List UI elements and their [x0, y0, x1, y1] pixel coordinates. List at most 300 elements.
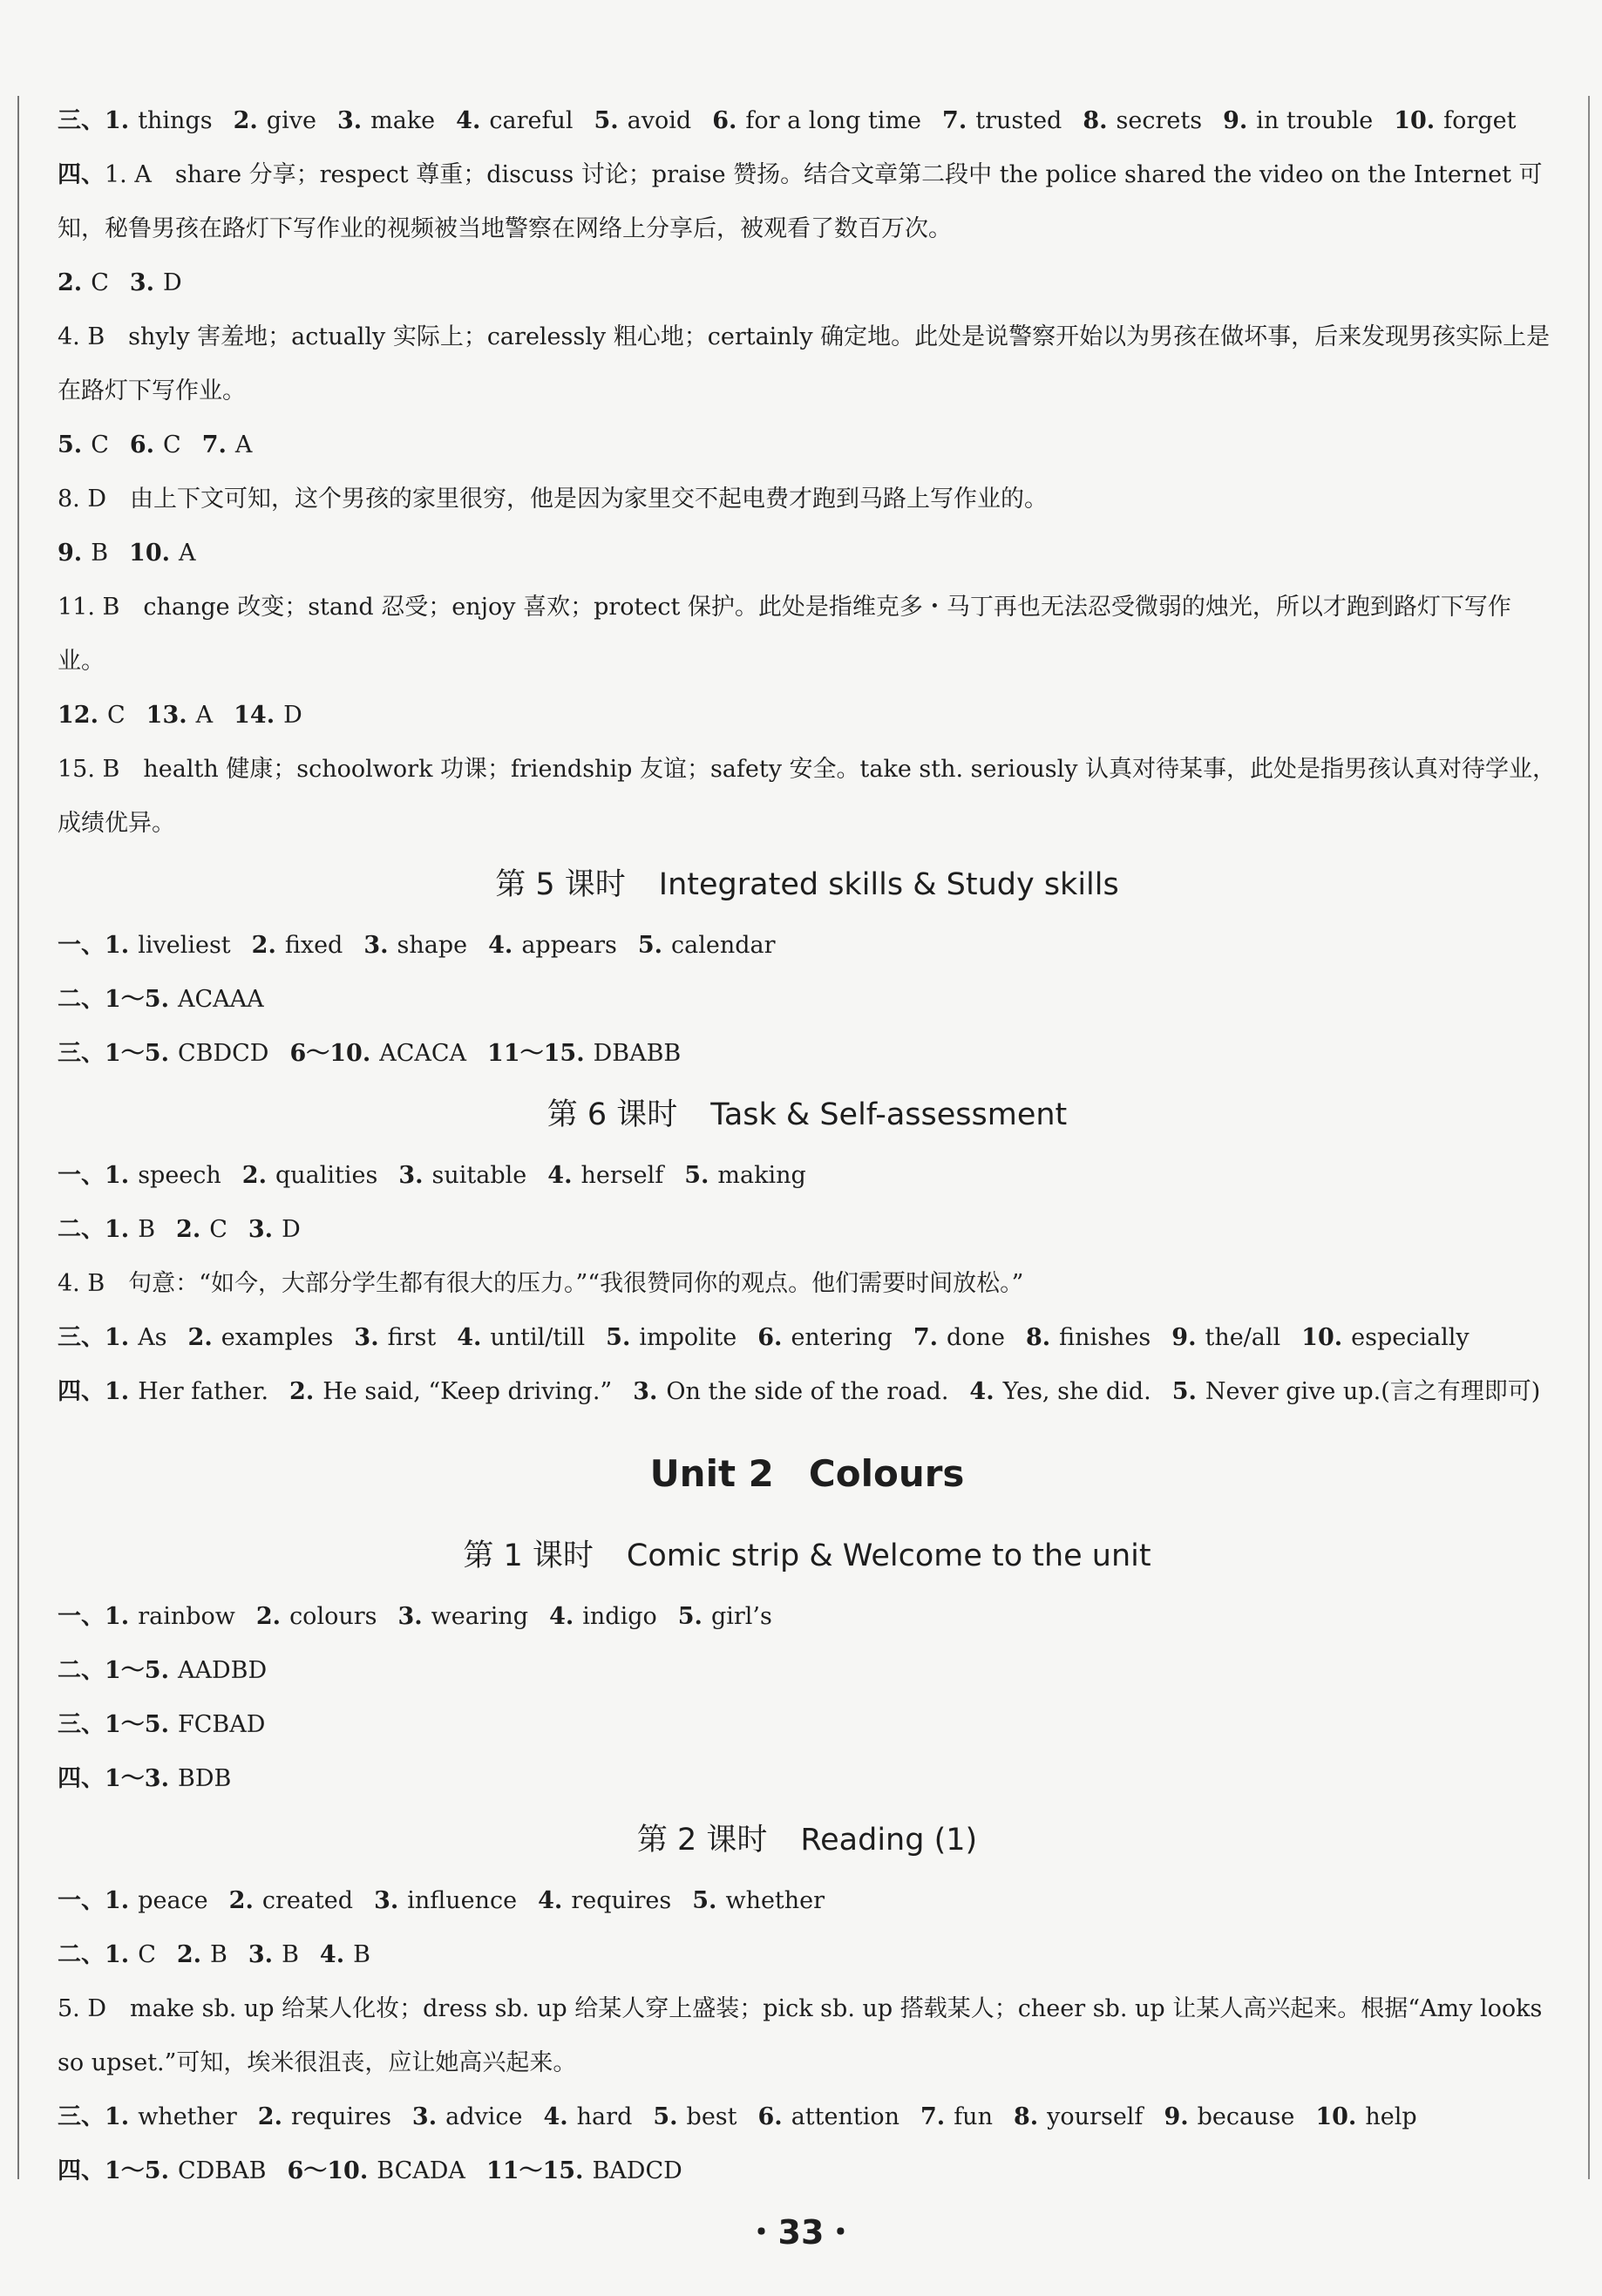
- question-number: 9.: [58, 540, 83, 567]
- answer-text: C: [106, 702, 126, 729]
- answer-item: [105, 1928, 156, 1982]
- answer-text: hard: [576, 2103, 633, 2130]
- question-number: 4.: [543, 2103, 568, 2130]
- answer-line: [58, 1644, 1557, 1698]
- section-marker: 四、: [58, 1378, 105, 1405]
- answer-item: [1026, 1311, 1151, 1365]
- answer-line: [58, 743, 1557, 851]
- answer-item: [1172, 1365, 1541, 1419]
- explanation-text: 4. B shyly 害羞地；actually 实际上；carelessly 粗心地；certainly 确定地。此处是说警察开始以为男孩在做坏事，后来发现男孩实际上是在路灯下写作业。: [58, 323, 1551, 404]
- answer-text: BCADA: [377, 2157, 465, 2184]
- question-number: 5.: [684, 1162, 709, 1189]
- answer-item: [1315, 2090, 1416, 2144]
- answer-text: AADBD: [177, 1657, 268, 1684]
- explanation-text: 11. B change 改变；stand 忍受；enjoy 喜欢；protect 保护。此处是指维克多・马丁再也无法忍受微弱的烛光，所以才跑到路灯下写作业。: [58, 594, 1511, 675]
- question-number: 2.: [187, 1324, 213, 1351]
- explanation-text: 1. A share 分享；respect 尊重；discuss 讨论；praise 赞扬。结合文章第二段中 the police shared the video on the Internet 可知，秘鲁男孩在路灯下写作业的视频被当地警察在网络上分享后，被观看了数百万次。: [58, 161, 1543, 242]
- answer-item: [58, 689, 126, 743]
- answer-text: until/till: [490, 1324, 586, 1351]
- question-number: 7.: [920, 2103, 946, 2130]
- answer-text: impolite: [639, 1324, 737, 1351]
- answer-item: [234, 94, 316, 148]
- question-number: 2.: [228, 1887, 254, 1914]
- section-marker: 三、: [58, 2103, 105, 2130]
- answer-item: [252, 919, 343, 973]
- question-number: 2.: [58, 269, 83, 296]
- answer-text: in trouble: [1256, 107, 1374, 134]
- answer-item: [1171, 1311, 1280, 1365]
- answer-text: B: [282, 1941, 299, 1968]
- answer-item: [488, 919, 617, 973]
- answer-line: [58, 973, 1557, 1027]
- answer-item: [105, 1590, 235, 1644]
- lesson-number: 第 1 课时: [463, 1539, 594, 1573]
- answer-item: [105, 2090, 237, 2144]
- answer-item: [105, 1365, 268, 1419]
- lesson-heading-2: [58, 1806, 1557, 1874]
- answer-item: [913, 1311, 1005, 1365]
- explanation-text: 8. D 由上下文可知，这个男孩的家里很穷，他是因为家里交不起电费才跑到马路上写作业的。: [58, 486, 1048, 513]
- answer-text: A: [179, 540, 196, 567]
- question-number: 1.: [105, 1378, 130, 1405]
- answer-line: [58, 148, 1557, 256]
- question-number: 1.: [105, 1941, 130, 1968]
- question-number: 5.: [692, 1887, 717, 1914]
- question-number: 6～10.: [289, 1040, 371, 1067]
- question-number: 3.: [374, 1887, 399, 1914]
- question-number: 2.: [176, 1216, 201, 1243]
- question-number: 14.: [234, 702, 275, 729]
- answer-text: make: [370, 107, 436, 134]
- question-number: 3.: [397, 1603, 423, 1630]
- question-number: 5.: [653, 2103, 678, 2130]
- answer-item: [354, 1311, 436, 1365]
- question-number: 4.: [456, 107, 481, 134]
- question-number: 10.: [1394, 107, 1436, 134]
- answer-item: [188, 1311, 334, 1365]
- answer-text: secrets: [1116, 107, 1203, 134]
- section-marker: 二、: [58, 986, 105, 1013]
- answer-item: [58, 256, 109, 310]
- question-number: 5.: [677, 1603, 703, 1630]
- question-number: 7.: [942, 107, 967, 134]
- answer-item: [58, 526, 108, 581]
- answer-line: [58, 1982, 1557, 2090]
- answer-item: [105, 1874, 208, 1928]
- answer-item: [486, 2144, 682, 2198]
- question-number: 8.: [1025, 1324, 1051, 1351]
- answer-text: appears: [521, 932, 617, 959]
- answer-text: wearing: [431, 1603, 529, 1630]
- question-number: 6.: [757, 1324, 783, 1351]
- answer-item: [258, 2090, 391, 2144]
- answer-item: [692, 1874, 825, 1928]
- answer-text: because: [1197, 2103, 1295, 2130]
- question-number: 13.: [146, 702, 187, 729]
- section-marker: 三、: [58, 1040, 105, 1067]
- right-margin-rule: [1588, 96, 1590, 2179]
- section-marker: 三、: [58, 1711, 105, 1738]
- lesson-heading-5: [58, 851, 1557, 919]
- answer-text: ACAAA: [177, 986, 264, 1013]
- answer-text: making: [717, 1162, 806, 1189]
- explanation-text: 5. D make sb. up 给某人化妆；dress sb. up 给某人穿上盛装；pick sb. up 搭载某人；cheer sb. up 让某人高兴起来。根据“Amy looks so upset.”可知，埃米很沮丧，应让她高兴起来。: [58, 1995, 1543, 2076]
- answer-item: [105, 1149, 221, 1203]
- answer-line: [58, 919, 1557, 973]
- lesson-title: Reading (1): [800, 1823, 978, 1858]
- question-number: 8.: [1013, 2103, 1039, 2130]
- answer-text: requires: [571, 1887, 672, 1914]
- answer-text: fixed: [284, 932, 343, 959]
- answer-text: B: [210, 1941, 227, 1968]
- answer-line: [58, 94, 1557, 148]
- answer-item: [1301, 1311, 1469, 1365]
- question-number: 3.: [336, 107, 363, 134]
- answer-text: A: [234, 431, 253, 459]
- answer-item: [538, 1874, 671, 1928]
- question-number: 1～3.: [105, 1765, 169, 1792]
- answer-line: [58, 581, 1557, 689]
- question-number: 2.: [241, 1162, 267, 1189]
- answer-text: DBABB: [593, 1040, 682, 1067]
- question-number: 4.: [457, 1324, 482, 1351]
- answer-text: first: [387, 1324, 437, 1351]
- answer-text: the/all: [1205, 1324, 1281, 1351]
- answer-item: [105, 1644, 267, 1698]
- answer-item: [105, 1027, 268, 1081]
- answer-item: [320, 1928, 370, 1982]
- answer-text: indigo: [582, 1603, 657, 1630]
- question-number: 1～5.: [105, 1657, 169, 1684]
- answer-text: things: [138, 107, 213, 134]
- question-number: 1～5.: [105, 1711, 169, 1738]
- question-number: 5.: [606, 1324, 631, 1351]
- answer-item: [543, 2090, 632, 2144]
- answer-text: advice: [445, 2103, 523, 2130]
- question-number: 3.: [248, 1941, 274, 1968]
- answer-item: [1083, 94, 1202, 148]
- section-marker: 四、: [58, 161, 105, 188]
- question-number: 7.: [201, 431, 227, 459]
- answer-item: [105, 1203, 155, 1257]
- answer-text: Never give up.(言之有理即可): [1205, 1378, 1541, 1405]
- question-number: 10.: [1315, 2103, 1357, 2130]
- answer-text: herself: [580, 1162, 664, 1189]
- answer-item: [678, 1590, 772, 1644]
- answer-text: On the side of the road.: [666, 1378, 949, 1405]
- answer-item: [229, 1874, 353, 1928]
- question-number: 4.: [538, 1887, 563, 1914]
- answer-text: done: [947, 1324, 1005, 1351]
- explanation-text: 15. B health 健康；schoolwork 功课；friendship 友谊；safety 安全。take sth. seriously 认真对待某事，此处是指男孩认真对待学业，成绩优异。: [58, 756, 1557, 837]
- answer-text: requires: [290, 2103, 391, 2130]
- question-number: 2.: [176, 1941, 202, 1968]
- question-number: 10.: [129, 540, 171, 567]
- answer-text: help: [1365, 2103, 1417, 2130]
- lesson-title: Task & Self-assessment: [710, 1097, 1068, 1132]
- question-number: 11～15.: [485, 2157, 584, 2184]
- question-number: 1.: [105, 1216, 130, 1243]
- answer-item: [105, 2144, 266, 2198]
- answer-item: [374, 1874, 517, 1928]
- answer-line: [58, 2144, 1557, 2198]
- section-marker: 二、: [58, 1657, 105, 1684]
- answer-text: trusted: [975, 107, 1062, 134]
- page-number: ・33・: [744, 2213, 858, 2252]
- answer-line: [58, 310, 1557, 418]
- answer-text: D: [283, 702, 302, 729]
- answer-text: shape: [397, 932, 468, 959]
- question-number: 2.: [233, 107, 258, 134]
- question-number: 2.: [251, 932, 276, 959]
- question-number: 1.: [105, 1887, 130, 1914]
- answer-text: BDB: [177, 1765, 232, 1792]
- answer-text: C: [163, 431, 181, 459]
- section-marker: 一、: [58, 1603, 105, 1630]
- answer-line: [58, 1027, 1557, 1081]
- question-number: 1.: [105, 1603, 130, 1630]
- answer-text: ACACA: [379, 1040, 467, 1067]
- answer-text: speech: [138, 1162, 221, 1189]
- answer-text: suitable: [431, 1162, 527, 1189]
- answer-text: C: [91, 269, 109, 296]
- question-number: 9.: [1223, 107, 1248, 134]
- answer-text: for a long time: [745, 107, 922, 134]
- answer-item: [549, 1590, 657, 1644]
- answer-item: [248, 1928, 299, 1982]
- unit-label: Unit 2: [649, 1452, 774, 1495]
- answer-item: [289, 1027, 466, 1081]
- answer-line: [58, 1874, 1557, 1928]
- answer-item: [1223, 94, 1373, 148]
- section-marker: 四、: [58, 2157, 105, 2184]
- answer-content: [58, 94, 1557, 2198]
- question-number: 12.: [58, 702, 98, 729]
- question-number: 11～15.: [487, 1040, 585, 1067]
- question-number: 4.: [547, 1162, 573, 1189]
- answer-item: [146, 689, 213, 743]
- answer-item: [757, 1311, 893, 1365]
- question-number: 1～5.: [105, 2157, 169, 2184]
- answer-item: [457, 1311, 585, 1365]
- lesson-heading-6: [58, 1081, 1557, 1149]
- question-number: 2.: [289, 1378, 315, 1405]
- answer-item: [920, 2090, 993, 2144]
- answer-item: [969, 1365, 1151, 1419]
- question-number: 3.: [363, 932, 389, 959]
- answer-item: [397, 1590, 528, 1644]
- explanation-text: 4. B 句意：“如今，大部分学生都有很大的压力。”“我很赞同你的观点。他们需要时间放松。”: [58, 1270, 1024, 1297]
- answer-text: C: [91, 431, 109, 459]
- answer-item: [248, 1203, 301, 1257]
- answer-item: [758, 2090, 899, 2144]
- question-number: 10.: [1301, 1324, 1343, 1351]
- answer-text: best: [686, 2103, 737, 2130]
- section-marker: 二、: [58, 1941, 105, 1968]
- answer-text: As: [138, 1324, 167, 1351]
- answer-item: [712, 94, 921, 148]
- question-number: 5.: [58, 431, 83, 459]
- answer-text: rainbow: [138, 1603, 235, 1630]
- question-number: 1.: [105, 1324, 130, 1351]
- section-marker: 一、: [58, 1162, 105, 1189]
- answer-text: He said, “Keep driving.”: [322, 1378, 613, 1405]
- answer-text: give: [266, 107, 316, 134]
- answer-item: [684, 1149, 806, 1203]
- answer-item: [176, 1203, 227, 1257]
- section-marker: 一、: [58, 932, 105, 959]
- answer-text: girl’s: [710, 1603, 772, 1630]
- answer-line: [58, 1365, 1557, 1419]
- unit-name: Colours: [808, 1452, 965, 1495]
- section-marker: 三、: [58, 107, 105, 134]
- answer-text: whether: [138, 2103, 237, 2130]
- question-number: 9.: [1171, 1324, 1197, 1351]
- answer-line: [58, 526, 1557, 581]
- answer-line: [58, 1698, 1557, 1752]
- answer-line: [58, 1149, 1557, 1203]
- answer-text: Yes, she did.: [1002, 1378, 1151, 1405]
- answer-item: [58, 418, 109, 472]
- answer-item: [363, 919, 467, 973]
- answer-item: [234, 689, 302, 743]
- question-number: 1.: [105, 932, 130, 959]
- answer-text: C: [138, 1941, 156, 1968]
- answer-item: [606, 1311, 737, 1365]
- answer-text: yourself: [1047, 2103, 1144, 2130]
- question-number: 5.: [594, 107, 619, 134]
- answer-item: [398, 1149, 526, 1203]
- answer-text: peace: [138, 1887, 208, 1914]
- answer-item: [1164, 2090, 1294, 2144]
- answer-text: entering: [791, 1324, 893, 1351]
- question-number: 1.: [105, 107, 130, 134]
- answer-item: [256, 1590, 377, 1644]
- question-number: 3.: [411, 2103, 438, 2130]
- answer-item: [1014, 2090, 1143, 2144]
- answer-text: D: [282, 1216, 301, 1243]
- section-marker: 二、: [58, 1216, 105, 1243]
- question-number: 7.: [913, 1324, 939, 1351]
- answer-item: [594, 94, 691, 148]
- answer-line: [58, 1752, 1557, 1806]
- answer-item: [202, 418, 253, 472]
- answer-line: [58, 2090, 1557, 2144]
- answer-line: [58, 418, 1557, 472]
- answer-text: qualities: [275, 1162, 378, 1189]
- answer-line: [58, 256, 1557, 310]
- answer-item: [412, 2090, 523, 2144]
- section-marker: 三、: [58, 1324, 105, 1351]
- answer-text: avoid: [627, 107, 692, 134]
- question-number: 4.: [488, 932, 513, 959]
- answer-text: whether: [725, 1887, 825, 1914]
- answer-line: [58, 1203, 1557, 1257]
- answer-text: A: [195, 702, 214, 729]
- answer-item: [105, 1698, 265, 1752]
- answer-item: [130, 256, 182, 310]
- question-number: 3.: [633, 1378, 658, 1405]
- question-number: 6.: [129, 431, 155, 459]
- question-number: 6.: [712, 107, 737, 134]
- answer-text: fun: [954, 2103, 993, 2130]
- answer-item: [105, 1311, 167, 1365]
- answer-text: finishes: [1059, 1324, 1151, 1351]
- answer-item: [942, 94, 1062, 148]
- answer-item: [105, 973, 264, 1027]
- answer-text: examples: [221, 1324, 334, 1351]
- section-marker: 一、: [58, 1887, 105, 1914]
- lesson1-answers: [58, 1590, 1557, 1806]
- answer-text: colours: [289, 1603, 377, 1630]
- lesson2-answers: [58, 1874, 1557, 2198]
- answer-item: [105, 1752, 231, 1806]
- question-number: 3.: [248, 1216, 274, 1243]
- answer-line: [58, 1311, 1557, 1365]
- answer-item: [547, 1149, 663, 1203]
- answer-text: D: [163, 269, 182, 296]
- lesson-number: 第 5 课时: [495, 867, 626, 902]
- unit-title: [58, 1426, 1557, 1522]
- question-number: 3.: [129, 269, 155, 296]
- question-number: 5.: [637, 932, 663, 959]
- answer-item: [633, 1365, 948, 1419]
- question-number: 1～5.: [105, 986, 169, 1013]
- answer-text: CDBAB: [177, 2157, 267, 2184]
- question-number: 3.: [398, 1162, 424, 1189]
- answer-text: Her father.: [138, 1378, 269, 1405]
- section-marker: 四、: [58, 1765, 105, 1792]
- question-number: 4.: [319, 1941, 345, 1968]
- question-number: 3.: [354, 1324, 379, 1351]
- answer-item: [287, 2144, 465, 2198]
- answer-line: [58, 472, 1557, 526]
- question-number: 4.: [969, 1378, 994, 1405]
- answer-item: [1394, 94, 1516, 148]
- question-number: 6～10.: [287, 2157, 369, 2184]
- question-number: 6.: [757, 2103, 783, 2130]
- answer-item: [130, 418, 181, 472]
- answer-item: [456, 94, 573, 148]
- answer-text: B: [138, 1216, 156, 1243]
- left-margin-rule: [17, 96, 19, 2179]
- question-number: 2.: [257, 2103, 282, 2130]
- answer-text: FCBAD: [177, 1711, 266, 1738]
- answer-item: [653, 2090, 737, 2144]
- answer-item: [638, 919, 776, 973]
- answer-item: [177, 1928, 227, 1982]
- answer-text: created: [261, 1887, 354, 1914]
- answer-line: [58, 1257, 1557, 1311]
- question-number: 1.: [105, 2103, 130, 2130]
- question-number: 1.: [105, 1162, 130, 1189]
- answer-text: influence: [407, 1887, 518, 1914]
- question-number: 5.: [1171, 1378, 1197, 1405]
- answer-item: [105, 94, 213, 148]
- answer-text: especially: [1351, 1324, 1470, 1351]
- lesson-number: 第 2 课时: [636, 1823, 768, 1858]
- answer-line: [58, 1928, 1557, 1982]
- question-number: 2.: [255, 1603, 282, 1630]
- answer-text: CBDCD: [177, 1040, 269, 1067]
- unit1-reading-answers: [58, 94, 1557, 851]
- answer-text: forget: [1443, 107, 1517, 134]
- answer-line: [58, 689, 1557, 743]
- answer-text: B: [91, 540, 109, 567]
- question-number: 1～5.: [105, 1040, 169, 1067]
- answer-text: liveliest: [138, 932, 231, 959]
- lesson6-answers: [58, 1149, 1557, 1419]
